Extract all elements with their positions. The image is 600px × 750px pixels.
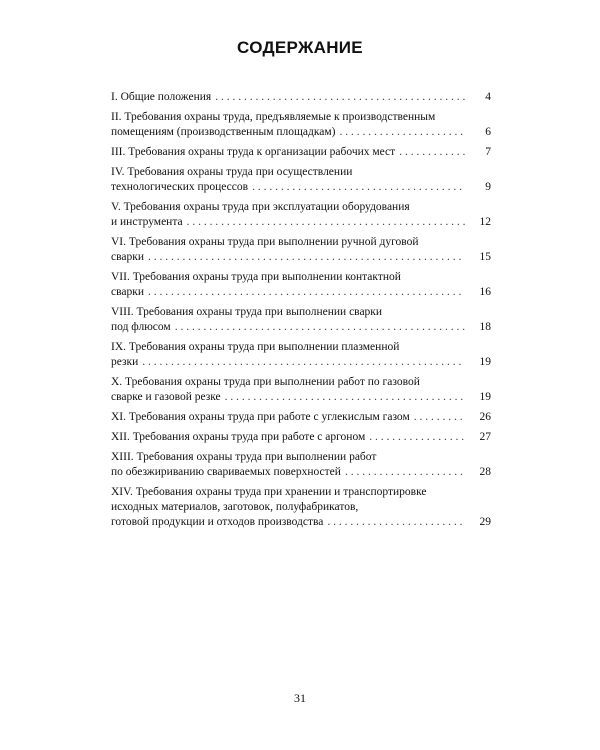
toc-page-number: 16 [479, 286, 491, 298]
toc-page-number: 12 [479, 216, 491, 228]
dot-leader [345, 465, 465, 480]
toc-entry-line: XIII. Требования охраны труда при выполнении работ [111, 451, 377, 463]
toc-entry-line: VIII. Требования охраны труда при выполнении сварки [111, 306, 383, 318]
dot-leader [148, 285, 465, 300]
toc-entry [111, 165, 491, 195]
toc-entry [111, 430, 491, 445]
toc-entry-text: сварке и газовой резке [111, 391, 221, 403]
toc-entry-line: IX. Требования охраны труда при выполнении плазменной [111, 341, 400, 353]
toc-page-number: 15 [479, 251, 491, 263]
toc-entry-text: под флюсом [111, 321, 171, 333]
toc-entry-text: сварки [111, 286, 144, 298]
toc-entry [111, 485, 491, 530]
toc-entry-last-line [111, 390, 491, 405]
toc-entry [111, 375, 491, 405]
toc-entry-line: II. Требования охраны труда, предъявляемые к производственным [111, 111, 436, 123]
dot-leader [399, 145, 465, 160]
toc-entry-line: VII. Требования охраны труда при выполнении контактной [111, 271, 401, 283]
toc-entry-line: X. Требования охраны труда при выполнении работ по газовой [111, 376, 420, 388]
page-title: СОДЕРЖАНИЕ [237, 38, 363, 57]
toc-page-number: 6 [485, 126, 491, 138]
toc-entry-last-line [111, 145, 491, 160]
toc-entry-last-line [111, 250, 491, 265]
toc-entry-text: помещениям (производственным площадкам) [111, 126, 336, 138]
toc-entry [111, 410, 491, 425]
dot-leader [142, 355, 465, 370]
toc-entry-line: XIV. Требования охраны труда при хранении и транспортировке [111, 486, 427, 498]
toc-entry-text: сварки [111, 251, 144, 263]
toc-entry-line: V. Требования охраны труда при эксплуатации оборудования [111, 201, 410, 213]
toc-entry-last-line [111, 320, 491, 335]
toc-entry-line: VI. Требования охраны труда при выполнении ручной дуговой [111, 236, 419, 248]
toc-entry [111, 450, 491, 480]
toc-entry-text: III. Требования охраны труда к организации рабочих мест [111, 146, 396, 158]
toc-entry [111, 110, 491, 140]
toc-entry-line: IV. Требования охраны труда при осуществлении [111, 166, 353, 178]
toc-entry-last-line [111, 180, 491, 195]
toc-page-number: 7 [485, 146, 491, 158]
toc-entry-text: по обезжириванию свариваемых поверхностей [111, 466, 341, 478]
table-of-contents [111, 90, 491, 535]
toc-entry-text: XII. Требования охраны труда при работе с аргоном [111, 431, 366, 443]
toc-entry [111, 235, 491, 265]
toc-entry-text: готовой продукции и отходов производства [111, 516, 324, 528]
toc-entry-text: резки [111, 356, 139, 368]
toc-entry-text: технологических процессов [111, 181, 249, 193]
dot-leader [175, 320, 465, 335]
toc-entry [111, 270, 491, 300]
toc-entry-last-line [111, 90, 491, 105]
dot-leader [339, 125, 465, 140]
toc-entry [111, 200, 491, 230]
toc-page-number: 28 [479, 466, 491, 478]
toc-page-number: 4 [485, 91, 491, 103]
toc-entry [111, 90, 491, 105]
toc-entry-last-line [111, 285, 491, 300]
toc-entry-last-line [111, 465, 491, 480]
toc-page-number: 29 [479, 516, 491, 528]
toc-page-number: 19 [479, 356, 491, 368]
toc-entry-last-line [111, 410, 491, 425]
toc-page-number: 19 [479, 391, 491, 403]
toc-entry [111, 305, 491, 335]
toc-entry-text: XI. Требования охраны труда при работе с углекислым газом [111, 411, 410, 423]
toc-entry-last-line [111, 215, 491, 230]
dot-leader [187, 215, 465, 230]
dot-leader [225, 390, 465, 405]
toc-entry [111, 340, 491, 370]
toc-entry-last-line [111, 515, 491, 530]
dot-leader [148, 250, 465, 265]
dot-leader [215, 90, 465, 105]
toc-page-number: 9 [485, 181, 491, 193]
toc-entry-line: исходных материалов, заготовок, полуфабрикатов, [111, 501, 359, 513]
toc-entry-last-line [111, 430, 491, 445]
dot-leader [327, 515, 465, 530]
toc-page-number: 18 [479, 321, 491, 333]
dot-leader [414, 410, 465, 425]
toc-entry-last-line [111, 125, 491, 140]
dot-leader [252, 180, 465, 195]
toc-page-number: 26 [479, 411, 491, 423]
toc-entry-text: I. Общие положения [111, 91, 212, 103]
dot-leader [369, 430, 465, 445]
toc-page-number: 27 [479, 431, 491, 443]
toc-entry [111, 145, 491, 160]
toc-entry-last-line [111, 355, 491, 370]
toc-entry-text: и инструмента [111, 216, 183, 228]
page-number: 31 [294, 691, 306, 705]
